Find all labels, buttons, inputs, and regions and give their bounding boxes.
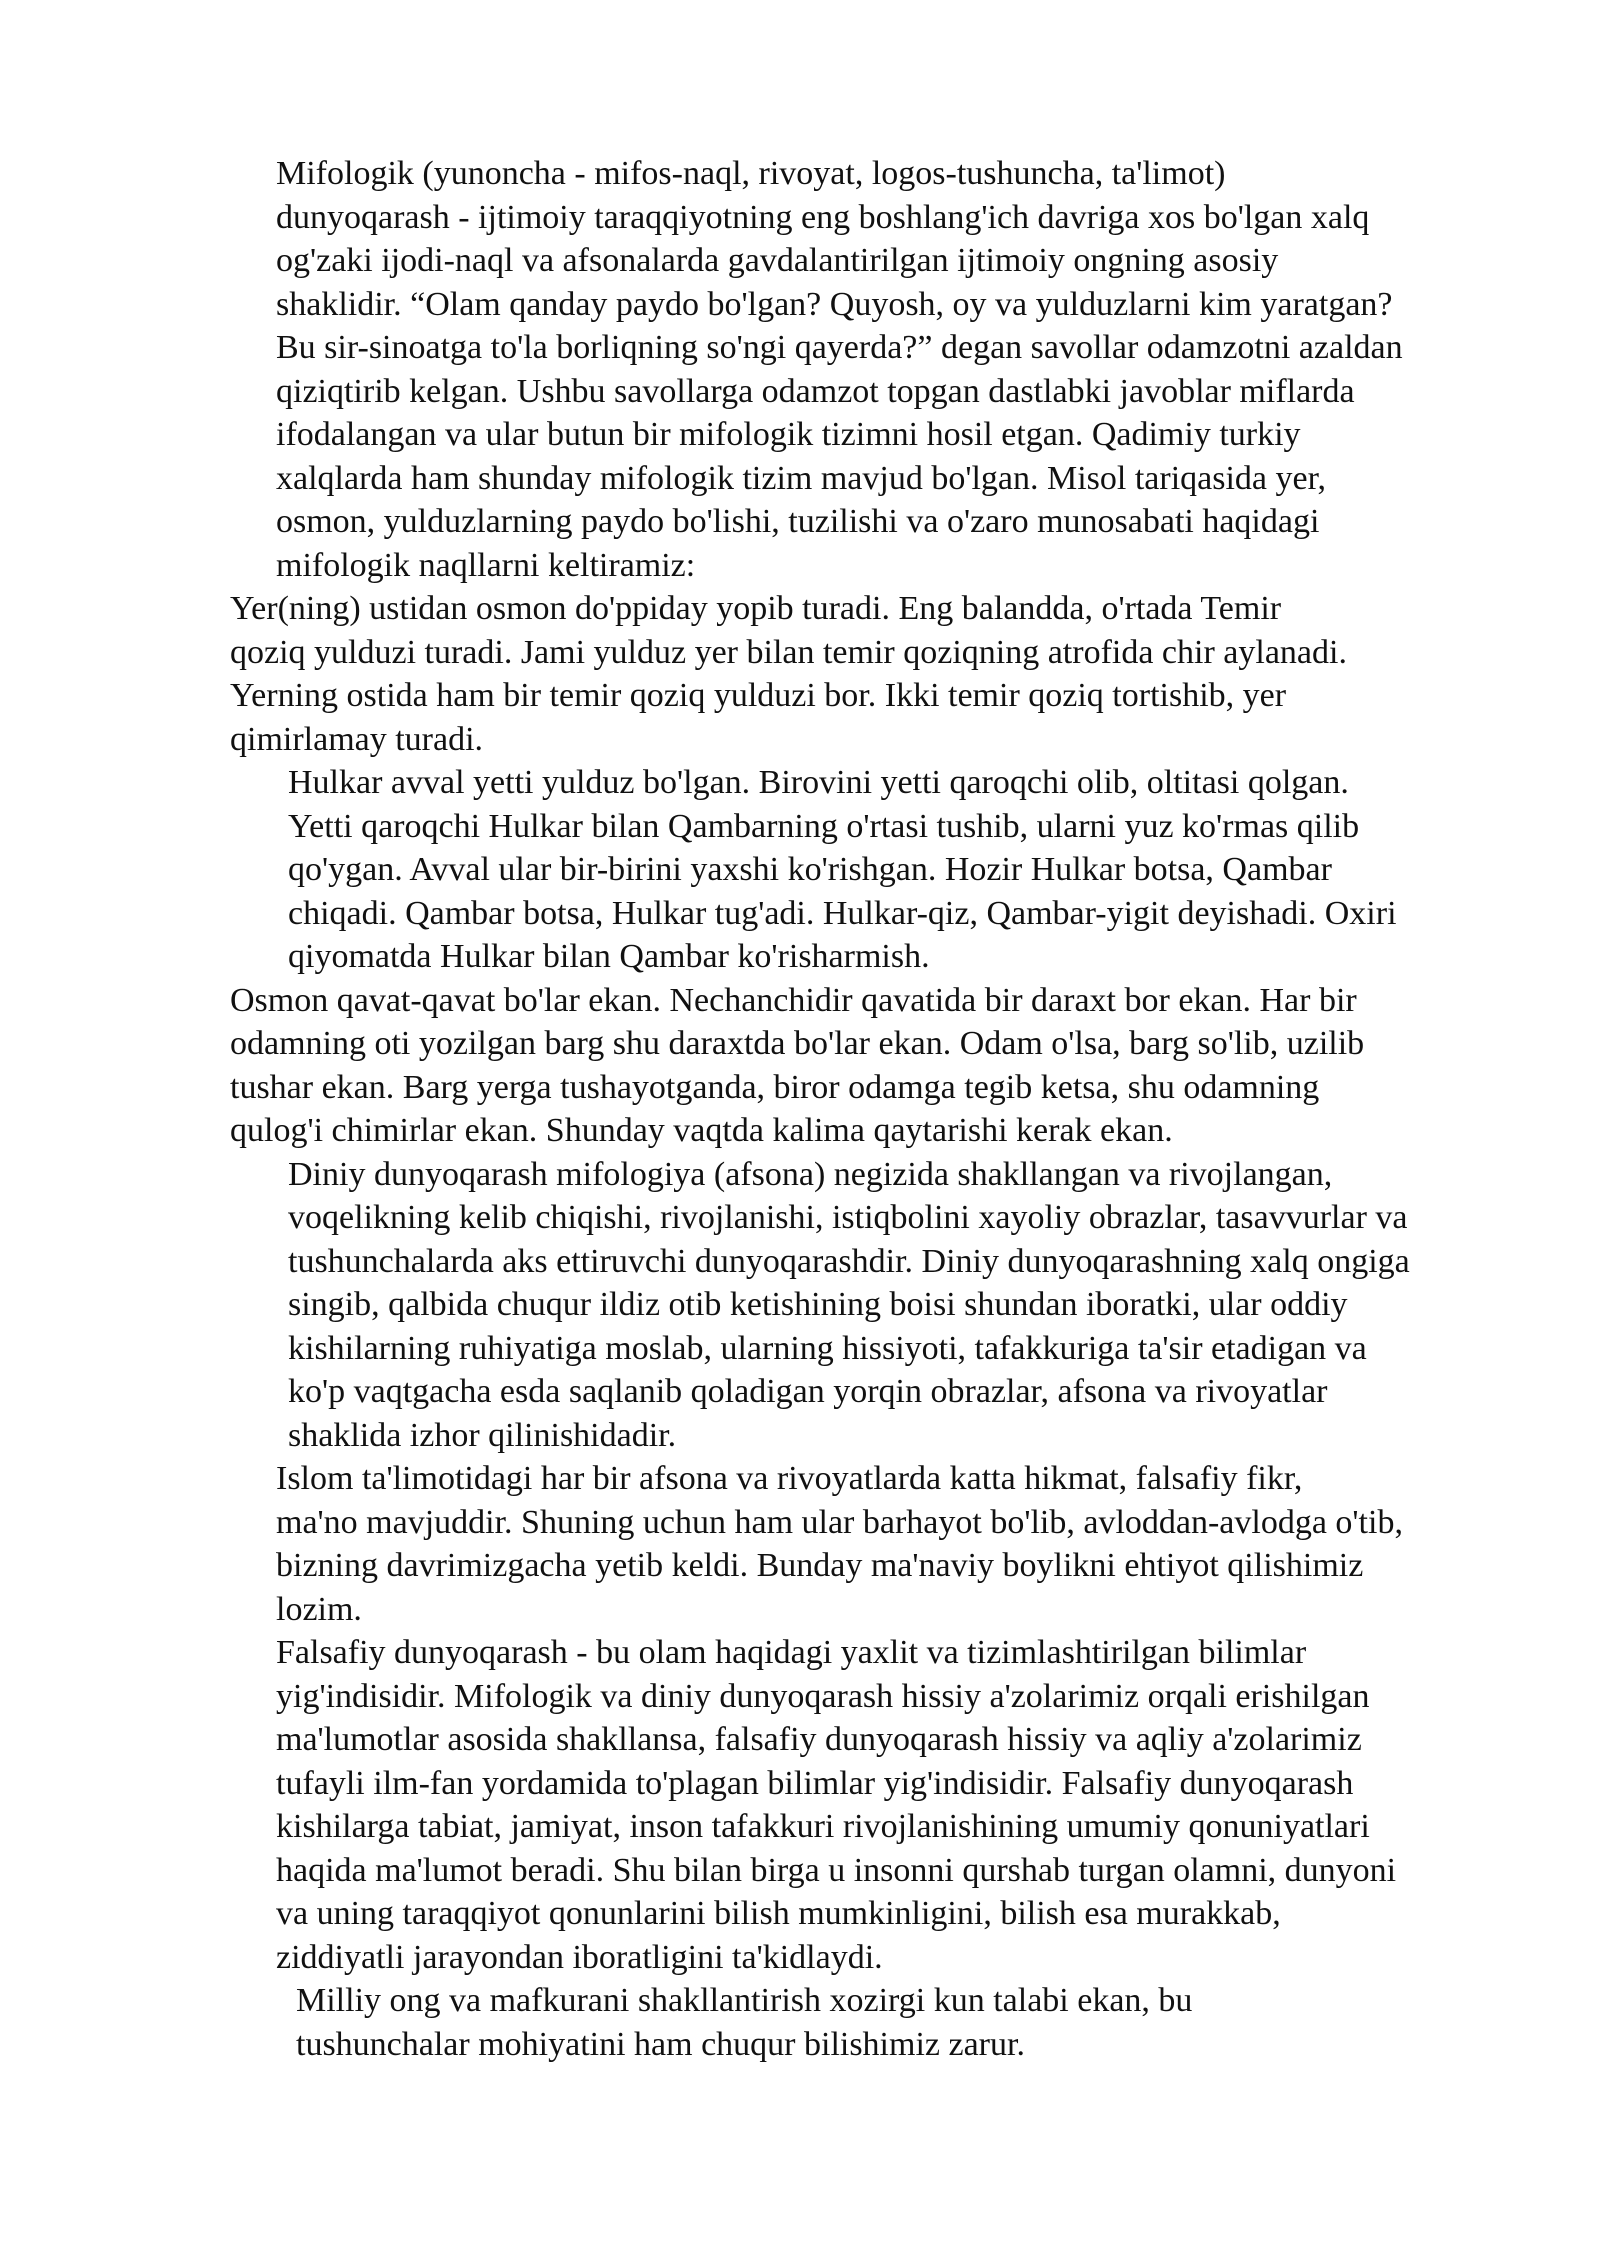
paragraph bbox=[230, 979, 1512, 1153]
paragraph bbox=[230, 152, 1512, 587]
text-line: voqelikning kelib chiqishi, rivojlanishi, istiqbolini xayoliy obrazlar, tasavvurlar va bbox=[288, 1199, 1408, 1236]
text-line: Hulkar avval yetti yulduz bo'lgan. Birovini yetti qaroqchi olib, oltitasi qolgan. bbox=[288, 764, 1349, 801]
document-page bbox=[230, 152, 1512, 2066]
text-line: Diniy dunyoqarash mifologiya (afsona) negizida shakllangan va rivojlangan, bbox=[288, 1155, 1333, 1193]
text-line: tushar ekan. Barg yerga tushayotganda, biror odamga tegib ketsa, shu odamning bbox=[230, 1068, 1320, 1106]
paragraph bbox=[230, 1979, 1512, 2066]
text-line: qo'ygan. Avval ular bir-birini yaxshi ko'rishgan. Hozir Hulkar botsa, Qambar bbox=[288, 851, 1332, 888]
text-line: mifologik naqllarni keltiramiz: bbox=[276, 546, 696, 584]
text-line: bizning davrimizgacha yetib keldi. Bunday ma'naviy boylikni ehtiyot qilishimiz bbox=[276, 1547, 1364, 1584]
text-line: Milliy ong va mafkurani shakllantirish xozirgi kun talabi ekan, bu bbox=[296, 1982, 1193, 2019]
text-line: Yerning ostida ham bir temir qoziq yulduzi bor. Ikki temir qoziq tortishib, yer bbox=[230, 677, 1287, 714]
text-line: tushunchalarda aks ettiruvchi dunyoqarashdir. Diniy dunyoqarashning xalq ongiga bbox=[288, 1242, 1410, 1280]
text-line: ma'lumotlar asosida shakllansa, falsafiy dunyoqarash hissiy va aqliy a'zolarimiz bbox=[276, 1721, 1362, 1758]
text-line: ko'p vaqtgacha esda saqlanib qoladigan yorqin obrazlar, afsona va rivoyatlar bbox=[288, 1373, 1328, 1410]
text-line: haqida ma'lumot beradi. Shu bilan birga u insonni qurshab turgan olamni, dunyoni bbox=[276, 1851, 1397, 1889]
text-line: ifodalangan va ular butun bir mifologik tizimni hosil etgan. Qadimiy turkiy bbox=[276, 416, 1301, 453]
text-line: xalqlarda ham shunday mifologik tizim mavjud bo'lgan. Misol tariqasida yer, bbox=[276, 459, 1327, 497]
text-line: ziddiyatli jarayondan iboratligini ta'kidlaydi. bbox=[276, 1938, 883, 1976]
text-line: tufayli ilm-fan yordamida to'plagan bilimlar yig'indisidir. Falsafiy dunyoqarash bbox=[276, 1764, 1354, 1802]
text-line: chiqadi. Qambar botsa, Hulkar tug'adi. Hulkar-qiz, Qambar-yigit deyishadi. Oxiri bbox=[288, 894, 1397, 932]
text-line: odamning oti yozilgan barg shu daraxtda bo'lar ekan. Odam o'lsa, barg so'lib, uzilib bbox=[230, 1025, 1365, 1062]
text-line: dunyoqarash - ijtimoiy taraqqiyotning eng boshlang'ich davriga xos bo'lgan xalq bbox=[276, 198, 1370, 236]
text-line: qiziqtirib kelgan. Ushbu savollarga odamzot topgan dastlabki javoblar miflarda bbox=[276, 372, 1355, 410]
paragraph bbox=[230, 1457, 1512, 1631]
text-line: tushunchalar mohiyatini ham chuqur bilishimiz zarur. bbox=[296, 2025, 1025, 2063]
text-line: og'zaki ijodi-naql va afsonalarda gavdalantirilgan ijtimoiy ongning asosiy bbox=[276, 242, 1279, 279]
text-line: singib, qalbida chuqur ildiz otib ketishining boisi shundan iboratki, ular oddiy bbox=[288, 1286, 1348, 1323]
text-line: Falsafiy dunyoqarash - bu olam haqidagi yaxlit va tizimlashtirilgan bilimlar bbox=[276, 1634, 1307, 1671]
text-line: kishilarning ruhiyatiga moslab, ularning hissiyoti, tafakkuriga ta'sir etadigan va bbox=[288, 1329, 1367, 1367]
paragraph bbox=[230, 1631, 1512, 1979]
paragraph bbox=[230, 761, 1512, 979]
text-line: va uning taraqqiyot qonunlarini bilish mumkinligini, bilish esa murakkab, bbox=[276, 1895, 1281, 1932]
text-line: osmon, yulduzlarning paydo bo'lishi, tuzilishi va o'zaro munosabati haqidagi bbox=[276, 503, 1320, 540]
text-line: yig'indisidir. Mifologik va diniy dunyoqarash hissiy a'zolarimiz orqali erishilgan bbox=[276, 1677, 1370, 1715]
text-line: shaklidir. “Olam qanday paydo bo'lgan? Quyosh, oy va yulduzlarni kim yaratgan? bbox=[276, 285, 1393, 323]
text-line: qimirlamay turadi. bbox=[230, 720, 484, 758]
text-line: qulog'i chimirlar ekan. Shunday vaqtda kalima qaytarishi kerak ekan. bbox=[230, 1112, 1173, 1149]
text-line: Islom ta'limotidagi har bir afsona va rivoyatlarda katta hikmat, falsafiy fikr, bbox=[276, 1460, 1303, 1497]
text-line: lozim. bbox=[276, 1590, 362, 1628]
text-line: ma'no mavjuddir. Shuning uchun ham ular barhayot bo'lib, avloddan-avlodga o'tib, bbox=[276, 1503, 1403, 1541]
text-line: Yetti qaroqchi Hulkar bilan Qambarning o'rtasi tushib, ularni yuz ko'rmas qilib bbox=[288, 807, 1360, 845]
text-line: shaklida izhor qilinishidadir. bbox=[288, 1416, 677, 1454]
text-line: qoziq yulduzi turadi. Jami yulduz yer bilan temir qoziqning atrofida chir aylanadi. bbox=[230, 633, 1347, 671]
text-line: kishilarga tabiat, jamiyat, inson tafakkuri rivojlanishining umumiy qonuniyatlari bbox=[276, 1808, 1370, 1845]
paragraph bbox=[230, 587, 1512, 761]
text-line: Yer(ning) ustidan osmon do'ppiday yopib turadi. Eng balandda, o'rtada Temir bbox=[230, 590, 1282, 627]
text-line: qiyomatda Hulkar bilan Qambar ko'risharmish. bbox=[288, 938, 930, 975]
text-line: Bu sir-sinoatga to'la borliqning so'ngi qayerda?” degan savollar odamzotni azaldan bbox=[276, 329, 1403, 366]
text-line: Osmon qavat-qavat bo'lar ekan. Nechanchidir qavatida bir daraxt bor ekan. Har bir bbox=[230, 981, 1357, 1019]
text-line: Mifologik (yunoncha - mifos-naql, rivoyat, logos-tushuncha, ta'limot) bbox=[276, 155, 1226, 192]
paragraph bbox=[230, 1153, 1512, 1458]
